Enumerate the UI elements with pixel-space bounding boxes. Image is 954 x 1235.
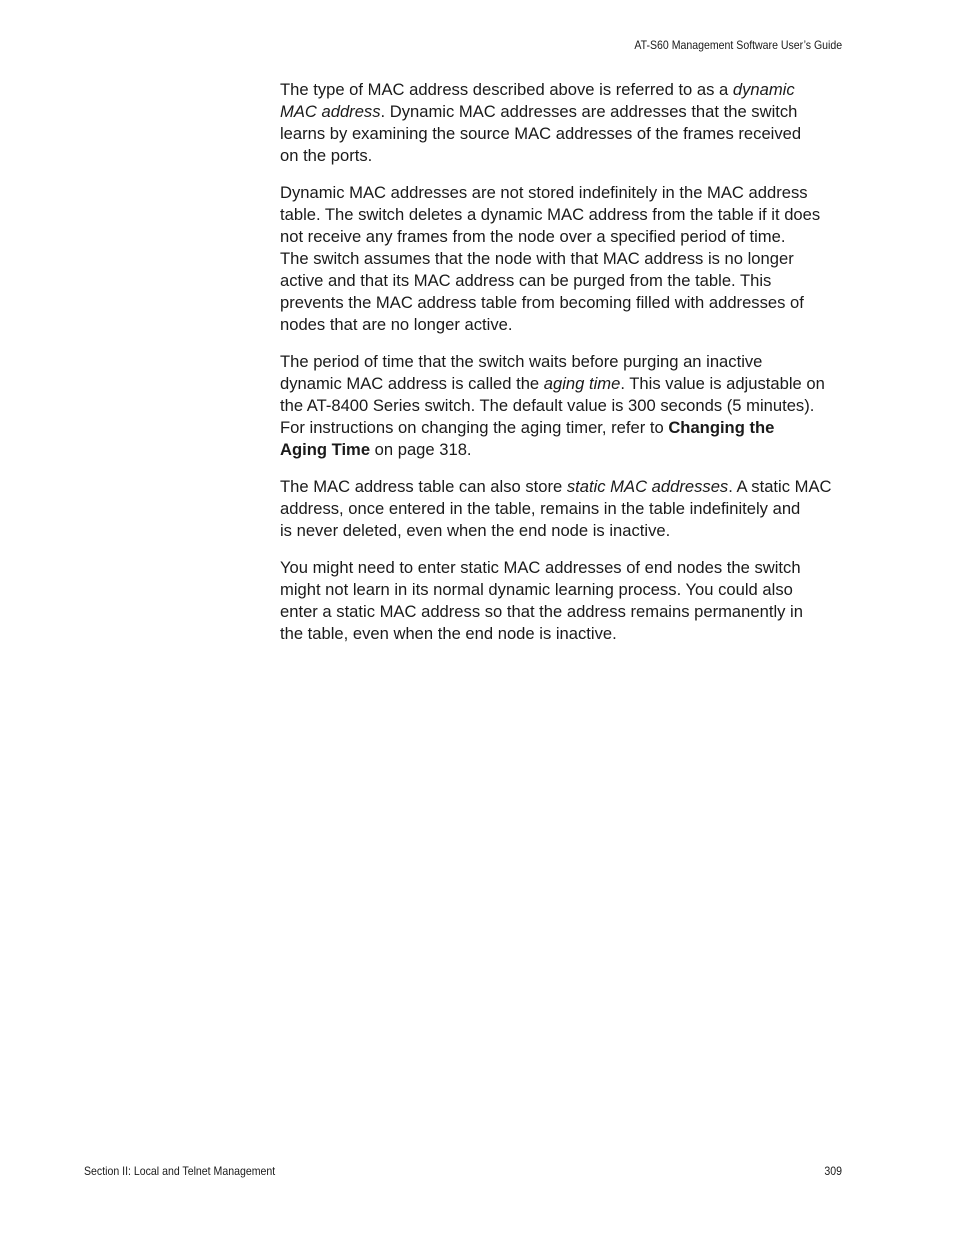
text-run: . A static MAC xyxy=(728,477,832,496)
text-run: The switch assumes that the node with that MAC address is no longer xyxy=(280,249,794,268)
text-line xyxy=(280,373,840,395)
text-line xyxy=(280,204,840,226)
text-line xyxy=(280,226,840,248)
text-line xyxy=(280,476,840,498)
text-line xyxy=(280,439,840,461)
text-run: . Dynamic MAC addresses are addresses that the switch xyxy=(380,102,798,121)
page-number: 309 xyxy=(824,1164,842,1178)
text-line xyxy=(280,351,840,373)
text-line xyxy=(280,182,840,204)
text-line xyxy=(280,314,840,336)
cross-reference-text: Aging Time xyxy=(280,440,371,459)
text-run: enter a static MAC address so that the address remains permanently in xyxy=(280,602,803,621)
text-line xyxy=(280,248,840,270)
body-text xyxy=(280,79,840,660)
text-run: learns by examining the source MAC addresses of the frames received xyxy=(280,124,802,143)
paragraph xyxy=(280,351,840,461)
paragraph xyxy=(280,79,840,167)
text-run: the AT-8400 Series switch. The default value is 300 seconds (5 minutes). xyxy=(280,396,815,415)
text-run: For instructions on changing the aging timer, refer to xyxy=(280,418,669,437)
text-run: The type of MAC address described above is referred to as a xyxy=(280,80,733,99)
text-line xyxy=(280,292,840,314)
text-run: address, once entered in the table, remains in the table indefinitely and xyxy=(280,499,801,518)
text-run: . This value is adjustable on xyxy=(620,374,825,393)
text-run: on the ports. xyxy=(280,146,373,165)
paragraph xyxy=(280,182,840,336)
text-line xyxy=(280,395,840,417)
text-line xyxy=(280,123,840,145)
running-header: AT-S60 Management Software User’s Guide xyxy=(634,38,842,52)
text-line xyxy=(280,520,840,542)
text-run: Dynamic MAC addresses are not stored indefinitely in the MAC address xyxy=(280,183,808,202)
text-run: not receive any frames from the node over a specified period of time. xyxy=(280,227,786,246)
text-run: is never deleted, even when the end node is inactive. xyxy=(280,521,671,540)
text-line xyxy=(280,417,840,439)
text-run: active and that its MAC address can be purged from the table. This xyxy=(280,271,772,290)
emphasis-text: static MAC addresses xyxy=(566,477,729,496)
text-line xyxy=(280,498,840,520)
text-run: table. The switch deletes a dynamic MAC address from the table if it does xyxy=(280,205,821,224)
emphasis-text: MAC address xyxy=(280,102,381,121)
text-line xyxy=(280,79,840,101)
text-line xyxy=(280,623,840,645)
text-line xyxy=(280,579,840,601)
text-run: The period of time that the switch waits before purging an inactive xyxy=(280,352,763,371)
text-run: You might need to enter static MAC addresses of end nodes the switch xyxy=(280,558,801,577)
text-line xyxy=(280,145,840,167)
text-run: on page 318. xyxy=(370,440,472,459)
text-run: prevents the MAC address table from becoming filled with addresses of xyxy=(280,293,804,312)
text-run: the table, even when the end node is inactive. xyxy=(280,624,617,643)
paragraph xyxy=(280,557,840,645)
text-run: nodes that are no longer active. xyxy=(280,315,513,334)
footer-section-title: Section II: Local and Telnet Management xyxy=(84,1164,276,1178)
text-run: dynamic MAC address is called the xyxy=(280,374,544,393)
text-line xyxy=(280,101,840,123)
text-line xyxy=(280,557,840,579)
emphasis-text: aging time xyxy=(543,374,621,393)
cross-reference-text: Changing the xyxy=(668,418,775,437)
text-line xyxy=(280,601,840,623)
paragraph xyxy=(280,476,840,542)
emphasis-text: dynamic xyxy=(732,80,795,99)
text-run: might not learn in its normal dynamic learning process. You could also xyxy=(280,580,793,599)
text-line xyxy=(280,270,840,292)
text-run: The MAC address table can also store xyxy=(280,477,567,496)
